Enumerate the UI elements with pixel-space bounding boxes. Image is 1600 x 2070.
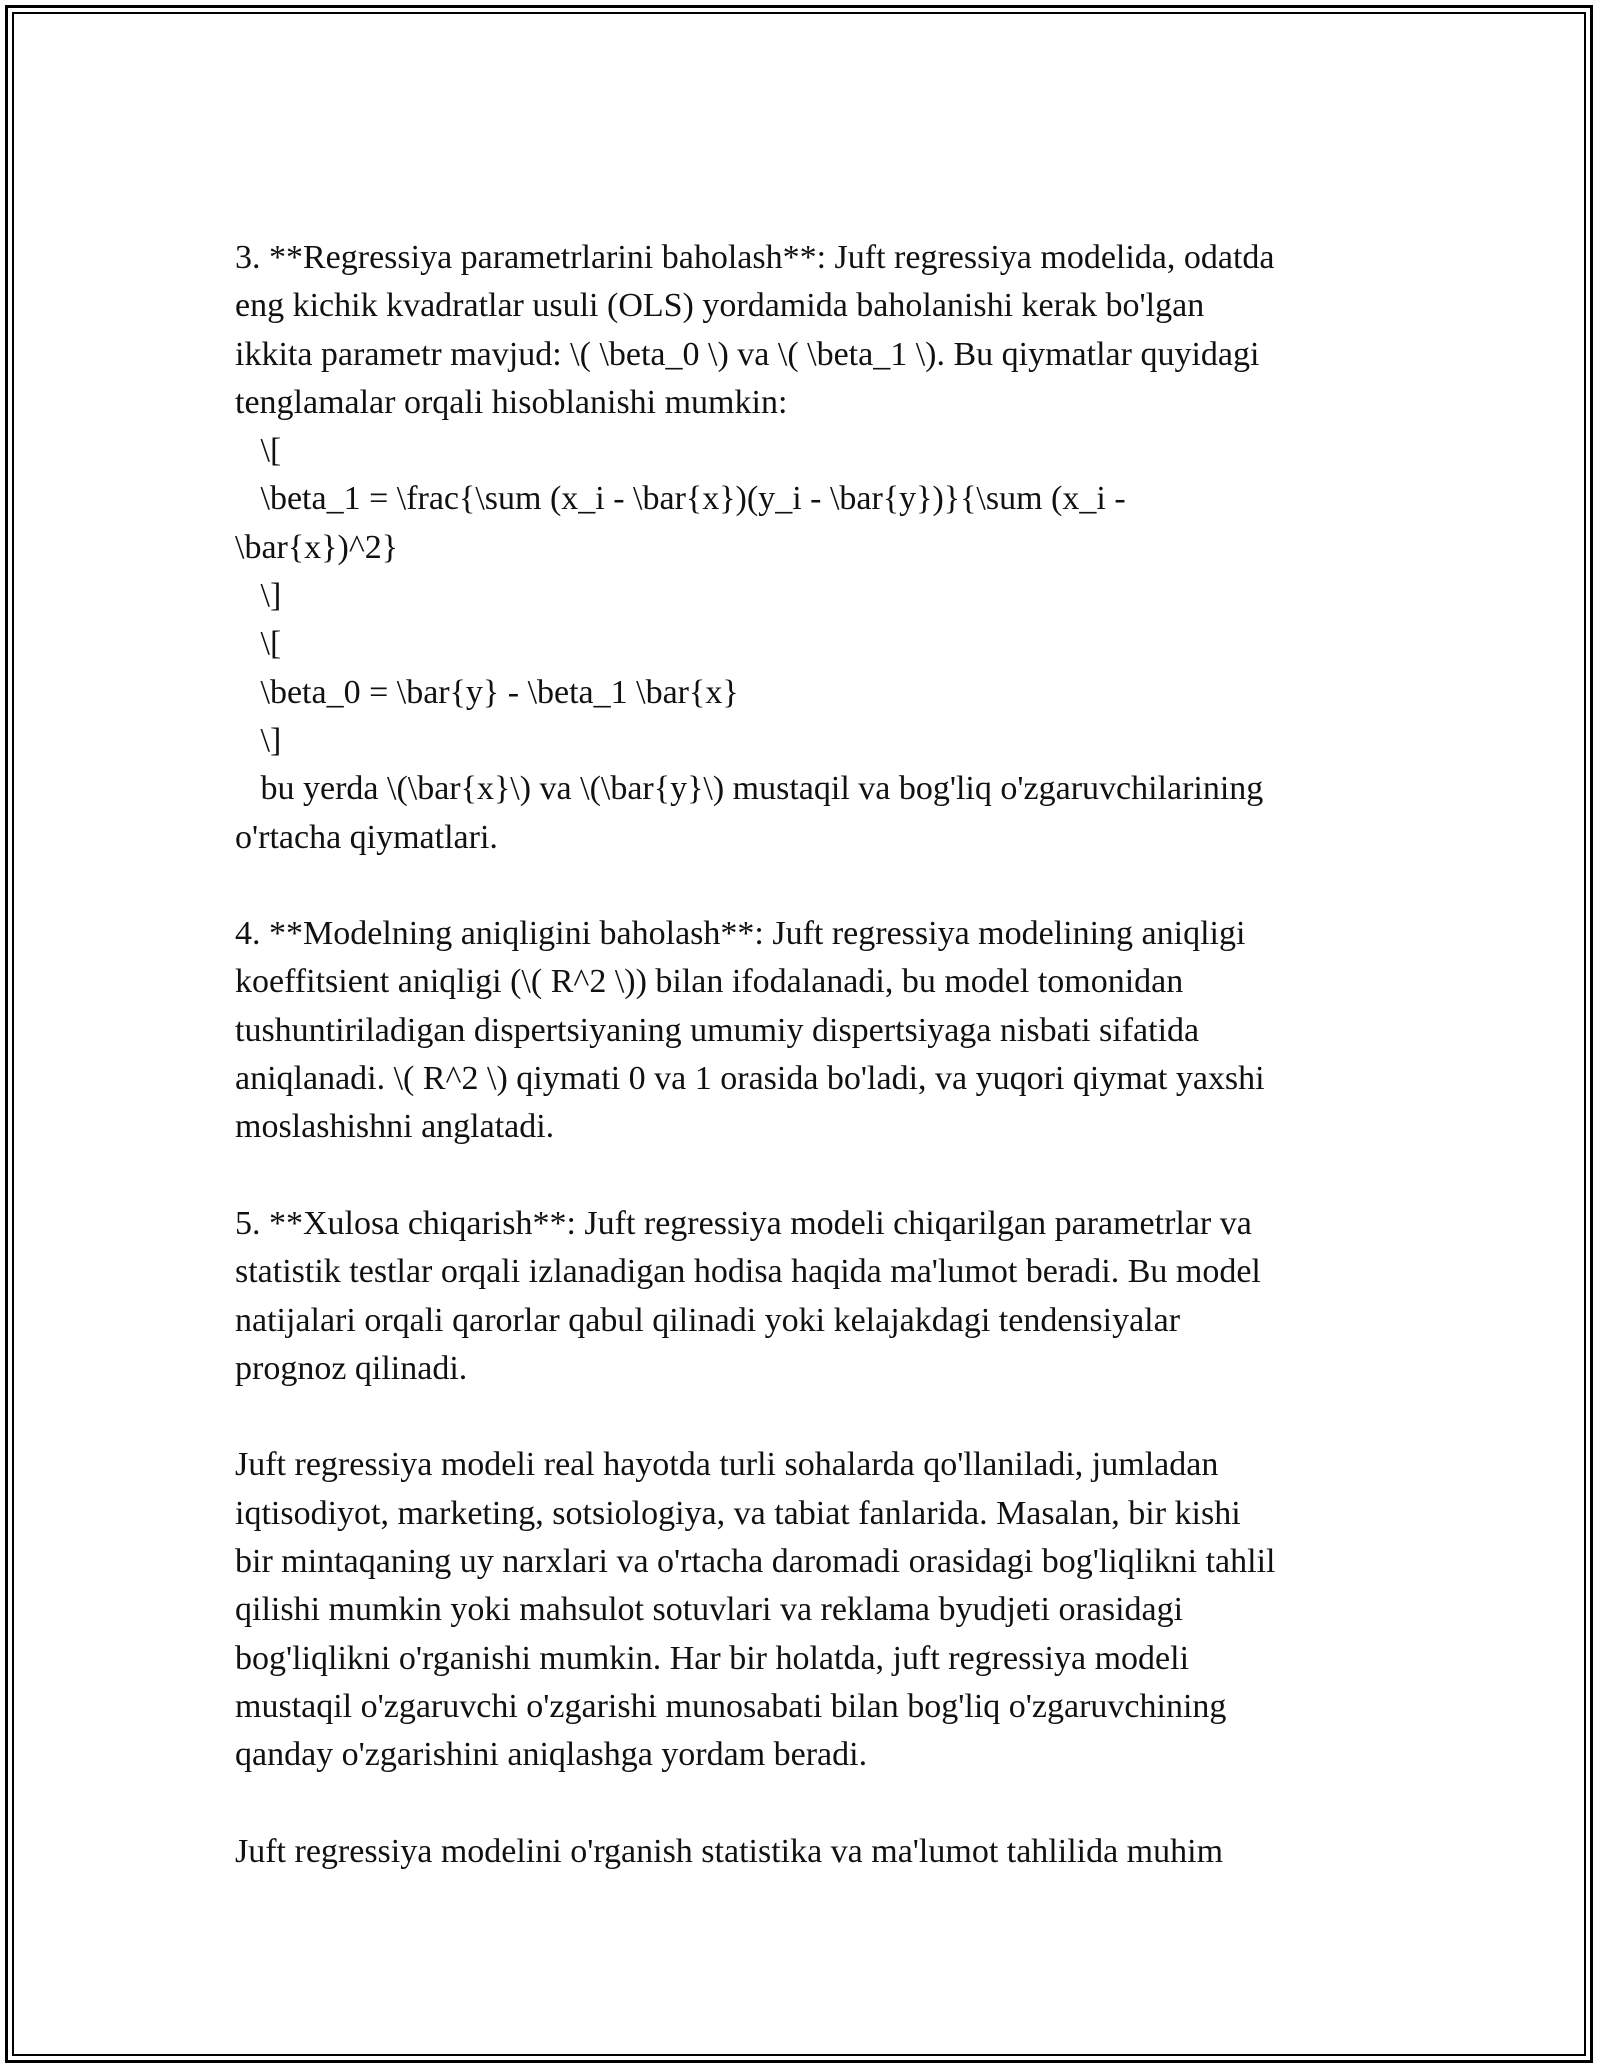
blank-line: [235, 1152, 1365, 1200]
blank-line: [235, 1393, 1365, 1441]
formula-line: \beta_1 = \frac{\sum (x_i - \bar{x})(y_i - \bar{y})}{\sum (x_i -: [235, 480, 1126, 518]
text-line: o'rtacha qiymatlari.: [235, 818, 498, 856]
text-line: 5. **Xulosa chiqarish**: Juft regressiya modeli chiqarilgan parametrlar va: [235, 1204, 1252, 1242]
formula-line: \beta_0 = \bar{y} - \beta_1 \bar{x}: [235, 673, 739, 711]
document-body: [235, 234, 1365, 1876]
text-line: ikkita parametr mavjud: \( \beta_0 \) va \( \beta_1 \). Bu qiymatlar quyidagi: [235, 335, 1260, 373]
formula-line: \]: [235, 577, 282, 615]
text-line: prognoz qilinadi.: [235, 1349, 468, 1387]
text-line: natijalari orqali qarorlar qabul qilinadi yoki kelajakdagi tendensiyalar: [235, 1301, 1181, 1339]
text-line: Juft regressiya modelini o'rganish statistika va ma'lumot tahlilida muhim: [235, 1832, 1224, 1870]
blank-line: [235, 862, 1365, 910]
text-line: mustaqil o'zgaruvchi o'zgarishi munosabati bilan bog'liq o'zgaruvchining: [235, 1687, 1227, 1725]
text-line: tushuntiriladigan dispertsiyaning umumiy dispertsiyaga nisbati sifatida: [235, 1011, 1200, 1049]
formula-line: \[: [235, 625, 282, 663]
text-line: aniqlanadi. \( R^2 \) qiymati 0 va 1 orasida bo'ladi, va yuqori qiymat yaxshi: [235, 1060, 1265, 1098]
text-line: bu yerda \(\bar{x}\) va \(\bar{y}\) mustaqil va bog'liq o'zgaruvchilarining: [235, 770, 1264, 808]
text-line: iqtisodiyot, marketing, sotsiologiya, va tabiat fanlarida. Masalan, bir kishi: [235, 1494, 1241, 1532]
text-line: bog'liqlikni o'rganishi mumkin. Har bir holatda, juft regressiya modeli: [235, 1639, 1190, 1677]
text-line: koeffitsient aniqligi (\( R^2 \)) bilan ifodalanadi, bu model tomonidan: [235, 963, 1184, 1001]
formula-line: \[: [235, 432, 282, 470]
text-line: Juft regressiya modeli real hayotda turli sohalarda qo'llaniladi, jumladan: [235, 1446, 1219, 1484]
formula-line: \]: [235, 721, 282, 759]
text-line: eng kichik kvadratlar usuli (OLS) yordamida baholanishi kerak bo'lgan: [235, 287, 1205, 325]
text-line: qilishi mumkin yoki mahsulot sotuvlari va reklama byudjeti orasidagi: [235, 1591, 1184, 1629]
text-line: tenglamalar orqali hisoblanishi mumkin:: [235, 383, 788, 421]
text-line: qanday o'zgarishini aniqlashga yordam beradi.: [235, 1736, 868, 1774]
text-line: 3. **Regressiya parametrlarini baholash**: Juft regressiya modelida, odatda: [235, 239, 1275, 276]
formula-line: \bar{x})^2}: [235, 528, 399, 566]
text-line: moslashishni anglatadi.: [235, 1108, 555, 1146]
blank-line: [235, 1780, 1365, 1828]
text-line: bir mintaqaning uy narxlari va o'rtacha daromadi orasidagi bog'liqlikni tahlil: [235, 1543, 1276, 1581]
text-line: 4. **Modelning aniqligini baholash**: Juft regressiya modelining aniqligi: [235, 915, 1246, 953]
text-line: statistik testlar orqali izlanadigan hodisa haqida ma'lumot beradi. Bu model: [235, 1253, 1261, 1291]
